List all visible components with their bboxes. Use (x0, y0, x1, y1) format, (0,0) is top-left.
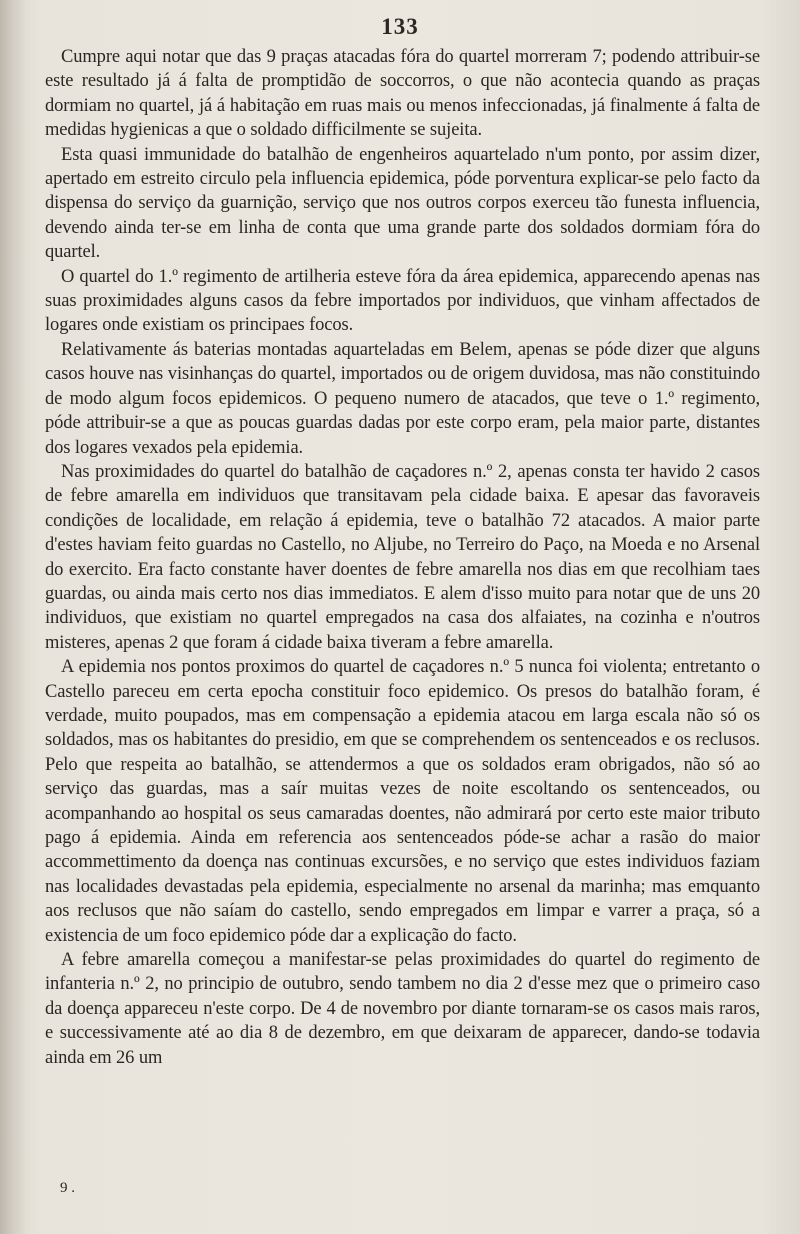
paragraph-1: Cumpre aqui notar que das 9 praças atacadas fóra do quartel morreram 7; podendo attribuir-se este resultado já á falta de promptidão de soccorros, o que não acontecia quando as praças dormiam no quartel, já á habitação em ruas mais ou menos infeccionadas, já finalmente á falta de medidas hygienicas a que o soldado difficilmente se sujeita. (45, 47, 760, 141)
paragraph-4: Relativamente ás baterias montadas aquarteladas em Belem, apenas se póde dizer que alguns casos houve nas visinhanças do quartel, importados ou de origem duvidosa, mas não constituindo de modo algum focos epidemicos. O pequeno numero de atacados, que teve o 1.º regimento, póde attribuir-se a que as poucas guardas dadas por este corpo eram, pela maior parte, distantes dos logares vexados pela epidemia. (45, 339, 760, 458)
page-number: 133 (381, 14, 419, 39)
paragraph-6: A epidemia nos pontos proximos do quartel de caçadores n.º 5 nunca foi violenta; entretanto o Castello pareceu em certa epocha constituir foco epidemico. Os presos do batalhão foram, é verdade, muito poupados, mas em compensação a epidemia atacou em larga escala não só os soldados, mas os habitantes do presidio, em que se comprehendem os sentenceados e os reclusos. Pelo que respeita ao batalhão, se attendermos a que os soldados eram obrigados, não só ao serviço das guardas, mas a saír muitas vezes de noite escoltando os sentenceados, ou acompanhando ao hospital os seus camaradas doentes, não admirará por certo este maior tributo pago á epidemia. Ainda em referencia aos sentenceados póde-se achar a rasão do maior accommettimento da doença nas continuas excursões, e no serviço que estes individuos faziam nas localidades devastadas pela epidemia, especialmente no arsenal da marinha; mas emquanto aos reclusos que não saíam do castello, sendo empregados em limpar e varrer a praça, só a existencia de um foco epidemico póde dar a explicação do facto. (45, 657, 760, 946)
page-binding-shadow (0, 0, 26, 1234)
body-text (45, 45, 760, 1070)
paragraph-3: O quartel do 1.º regimento de artilheria esteve fóra da área epidemica, apparecendo apenas nas suas proximidades alguns casos da febre importados por individuos, que vinham affectados de logares onde existiam os principaes focos. (45, 266, 760, 336)
signature-mark: 9 . (60, 1180, 75, 1196)
paragraph-7: A febre amarella começou a manifestar-se pelas proximidades do quartel do regimento de infanteria n.º 2, no principio de outubro, sendo tambem no dia 2 d'esse mez que o primeiro caso da doença appareceu n'este corpo. De 4 de novembro por diante tornaram-se os casos mais raros, e successivamente até ao dia 8 de dezembro, em que deixaram de apparecer, dando-se todavia ainda em 26 um (45, 950, 760, 1068)
paragraph-2: Esta quasi immunidade do batalhão de engenheiros aquartelado n'um ponto, por assim dizer, apertado em estreito circulo pela influencia epidemica, póde porventura explicar-se pelo facto da dispensa do serviço da guarnição, serviço que nos outros corpos exerceu tão funesta influencia, devendo ainda ter-se em linha de conta que uma grande parte dos soldados dormiam fóra do quartel. (45, 144, 760, 263)
paragraph-5: Nas proximidades do quartel do batalhão de caçadores n.º 2, apenas consta ter havido 2 casos de febre amarella em individuos que transitavam pela cidade baixa. E apesar das favoraveis condições de localidade, em relação á epidemia, teve o batalhão 72 atacados. A maior parte d'estes haviam feito guardas no Castello, no Aljube, no Terreiro do Paço, na Moeda e no Arsenal do exercito. Era facto constante haver doentes de febre amarella nos dias em que recolhiam taes guardas, ou ainda mais certo nos dias immediatos. E alem d'isso muito para notar que de uns 20 individuos, que existiam no quartel empregados na casa dos alfaiates, na cozinha e n'outros misteres, apenas 2 que foram á cidade baixa tiveram a febre amarella. (45, 461, 760, 653)
